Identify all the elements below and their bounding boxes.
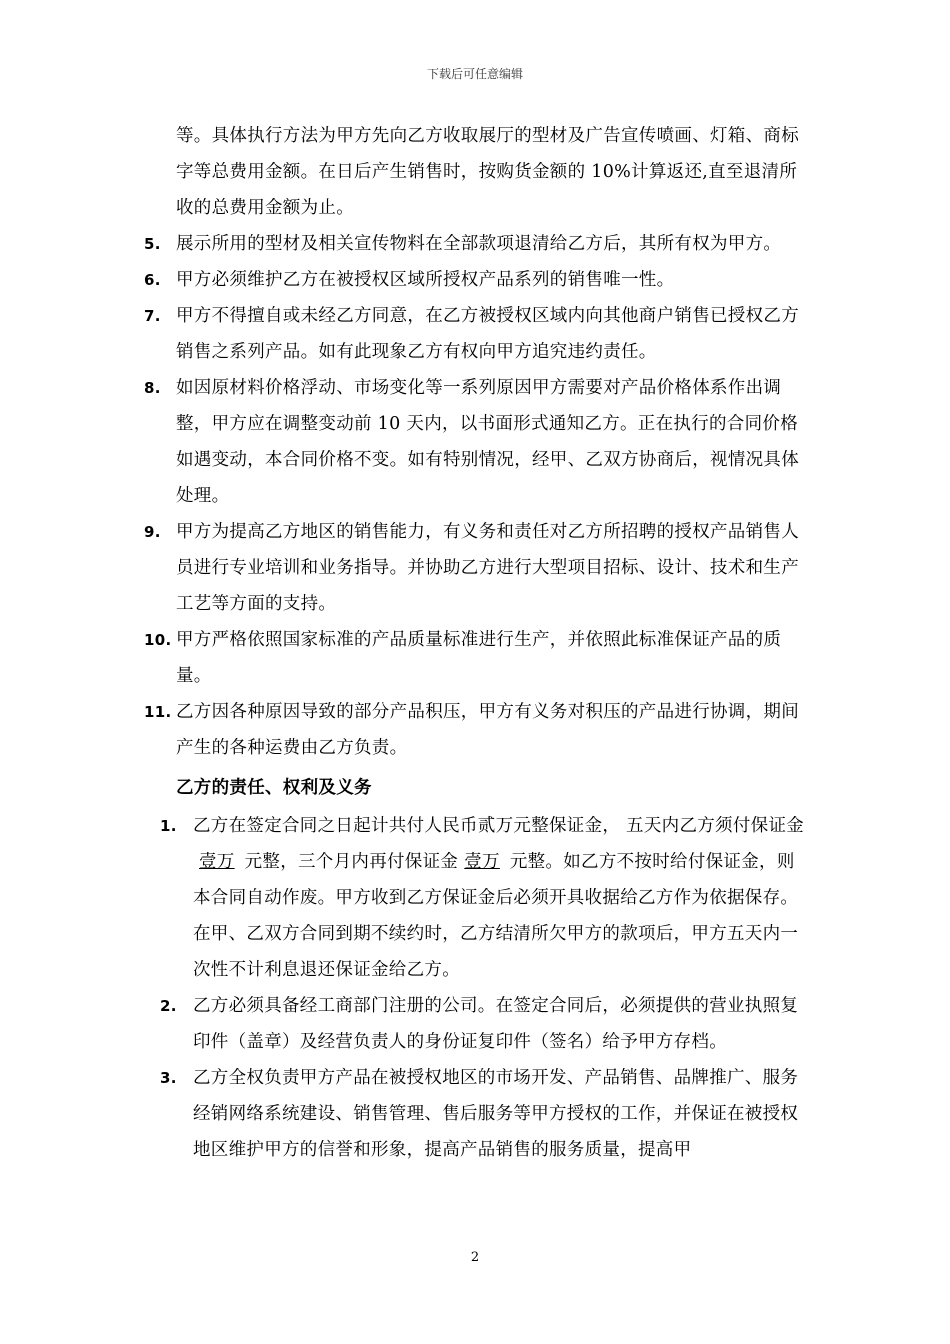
filled-blank: 壹万: [464, 852, 500, 872]
list-number: 7.: [144, 307, 161, 325]
list-text: 展示所用的型材及相关宣传物料在全部款项退清给乙方后，其所有权为甲方。: [176, 234, 782, 254]
list-text: 乙方必须具备经工商部门注册的公司。在签定合同后，必须提供的营业执照复印件（盖章）及经营负责人的身份证复印件（签名）给予甲方存档。: [193, 996, 799, 1052]
list-number: 11.: [144, 703, 172, 721]
list-item: [0, 370, 950, 514]
document-body: [0, 118, 950, 1168]
list-item: [0, 694, 950, 766]
list-number: 9.: [144, 523, 161, 541]
intro-paragraph: 等。具体执行方法为甲方先向乙方收取展厅的型材及广告宣传喷画、灯箱、商标字等总费用金额。在日后产生销售时，按购货金额的 10%计算返还,直至退清所收的总费用金额为止。: [176, 126, 799, 218]
list-text: 甲方必须维护乙方在被授权区域所授权产品系列的销售唯一性。: [176, 270, 675, 290]
list-text: [193, 808, 806, 988]
page-number: 2: [470, 1250, 480, 1265]
list-item: [0, 1060, 950, 1168]
list-text: 乙方因各种原因导致的部分产品积压，甲方有义务对积压的产品进行协调，期间产生的各种运费由乙方负责。: [176, 702, 799, 758]
list-item: [0, 808, 950, 988]
list-text: 甲方不得擅自或未经乙方同意，在乙方被授权区域内向其他商户销售已授权乙方销售之系列产品。如有此现象乙方有权向甲方追究违约责任。: [176, 306, 799, 362]
list-item: [0, 514, 950, 622]
clause-text: 元整。如乙方不按时给付保证金，则本合同自动作废。甲方收到乙方保证金后必须开具收据给乙方作为依据保存。在甲、乙双方合同到期不续约时，乙方结清所欠甲方的款项后，甲方五天内一次性不计利息退还保证金给乙方。: [193, 852, 799, 980]
list-item: [0, 298, 950, 370]
list-item: [0, 226, 950, 262]
list-number: 1.: [160, 817, 177, 835]
section-title: 乙方的责任、权利及义务: [176, 778, 372, 798]
clause-text: 元整，三个月内再付保证金: [244, 852, 459, 872]
page-header: 下载后可任意编辑: [426, 67, 523, 81]
list-number: 3.: [160, 1069, 177, 1087]
list-item: [0, 262, 950, 298]
list-number: 6.: [144, 271, 161, 289]
list-number: 5.: [144, 235, 161, 253]
list-number: 2.: [160, 997, 177, 1015]
list-item: [0, 988, 950, 1060]
list-number: 8.: [144, 379, 161, 397]
list-number: 10.: [144, 631, 172, 649]
filled-blank: 壹万: [199, 852, 235, 872]
list-text: 乙方全权负责甲方产品在被授权地区的市场开发、产品销售、品牌推广、服务经销网络系统建设、销售管理、售后服务等甲方授权的工作，并保证在被授权地区维护甲方的信誉和形象，提高产品销售的服务质量，提高甲: [193, 1068, 799, 1160]
list-text: 甲方为提高乙方地区的销售能力，有义务和责任对乙方所招聘的授权产品销售人员进行专业培训和业务指导。并协助乙方进行大型项目招标、设计、技术和生产工艺等方面的支持。: [176, 522, 799, 614]
list-item: [0, 622, 950, 694]
list-text: 甲方严格依照国家标准的产品质量标准进行生产，并依照此标准保证产品的质量。: [176, 630, 782, 686]
clause-text: 乙方在签定合同之日起计共付人民币贰万元整保证金， 五天内乙方须付保证金: [193, 816, 805, 836]
list-text: 如因原材料价格浮动、市场变化等一系列原因甲方需要对产品价格体系作出调整，甲方应在调整变动前 10 天内，以书面形式通知乙方。正在执行的合同价格如遇变动，本合同价格不变。如有特别情况，经甲、乙双方协商后，视情况具体处理。: [176, 378, 799, 506]
